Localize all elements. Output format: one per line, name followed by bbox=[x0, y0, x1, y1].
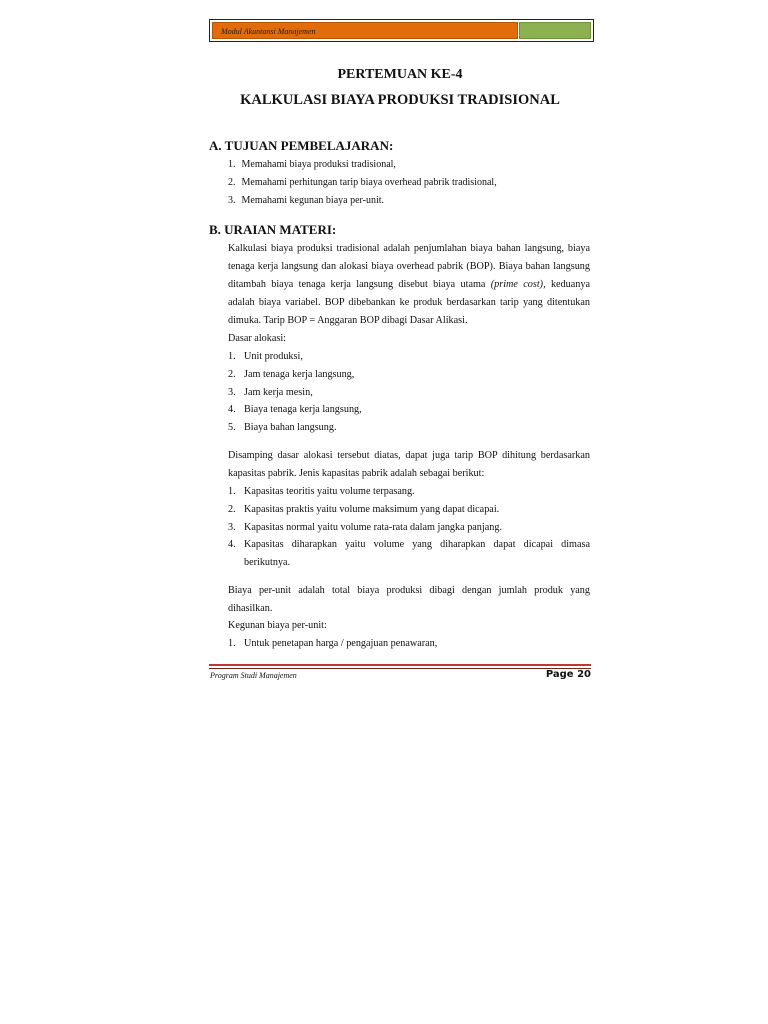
topic-title: KALKULASI BIAYA PRODUKSI TRADISIONAL bbox=[240, 92, 560, 108]
allocation-base-list bbox=[228, 348, 590, 437]
meeting-title: PERTEMUAN KE-4 bbox=[337, 67, 463, 82]
list-item: 3. Memahami kegunan biaya per-unit. bbox=[228, 195, 385, 206]
footer-program: Program Studi Manajemen bbox=[210, 671, 297, 680]
page-number: Page 20 bbox=[545, 669, 591, 680]
list-item: 5. Biaya bahan langsung. bbox=[228, 422, 337, 434]
paragraph-capacity-intro: Disamping dasar alokasi tersebut diatas, dapat juga tarip BOP dihitung berdasarkan kapasitas pabrik. Jenis kapasitas pabrik adalah sebagai berikut: bbox=[228, 450, 590, 479]
list-item: 3. Jam kerja mesin, bbox=[228, 386, 313, 398]
list-item: 4. Biaya tenaga kerja langsung, bbox=[228, 404, 362, 416]
list-item: 1. Unit produksi, bbox=[228, 351, 303, 362]
list-item: 1. Kapasitas teoritis yaitu volume terpasang. bbox=[228, 486, 415, 497]
list-item: 2. Jam tenaga kerja langsung, bbox=[228, 368, 355, 380]
list-item: 3. Kapasitas normal yaitu volume rata-rata dalam jangka panjang. bbox=[228, 521, 502, 533]
module-title: Modul Akuntansi Manajemen bbox=[212, 22, 518, 39]
unit-cost-uses-list bbox=[228, 635, 590, 653]
footer-rule bbox=[209, 664, 591, 666]
list-item: 1. Untuk penetapan harga / pengajuan penawaran, bbox=[228, 638, 438, 649]
running-header bbox=[209, 19, 594, 42]
unit-cost-uses-label: Kegunan biaya per-unit: bbox=[228, 620, 327, 631]
prime-cost-term: (prime cost), bbox=[490, 279, 546, 290]
objectives-list bbox=[228, 156, 497, 210]
list-item: 2. Memahami perhitungan tarip biaya overhead pabrik tradisional, bbox=[228, 177, 497, 188]
list-item: 1. Memahami biaya produksi tradisional, bbox=[228, 159, 396, 170]
section-b-heading: B. URAIAN MATERI: bbox=[209, 222, 337, 237]
paragraph-costing-definition: Kalkulasi biaya produksi tradisional adalah penjumlahan biaya bahan langsung, biaya tenaga kerja langsung dan alokasi biaya overhead pabrik (BOP). Biaya bahan langsung ditambah biaya tenaga kerja langsung disebut biaya utama (prime cost), keduanya adalah biaya variabel. BOP dibebankan ke produk berdasarkan tarip yang ditentukan dimuka. Tarip BOP = Anggaran BOP dibagi Dasar Alikasi. bbox=[228, 243, 590, 326]
paragraph-unit-cost: Biaya per-unit adalah total biaya produksi dibagi dengan jumlah produk yang dihasilkan. bbox=[228, 585, 590, 614]
list-item: 4. Kapasitas diharapkan yaitu volume yang diharapkan dapat dicapai dimasa berikutnya. bbox=[228, 539, 590, 569]
header-accent-block bbox=[519, 22, 591, 39]
list-item: 2. Kapasitas praktis yaitu volume maksimum yang dapat dicapai. bbox=[228, 503, 500, 515]
allocation-base-label: Dasar alokasi: bbox=[228, 333, 286, 344]
capacity-list bbox=[228, 483, 590, 572]
section-a-heading: A. TUJUAN PEMBELAJARAN: bbox=[209, 138, 394, 153]
